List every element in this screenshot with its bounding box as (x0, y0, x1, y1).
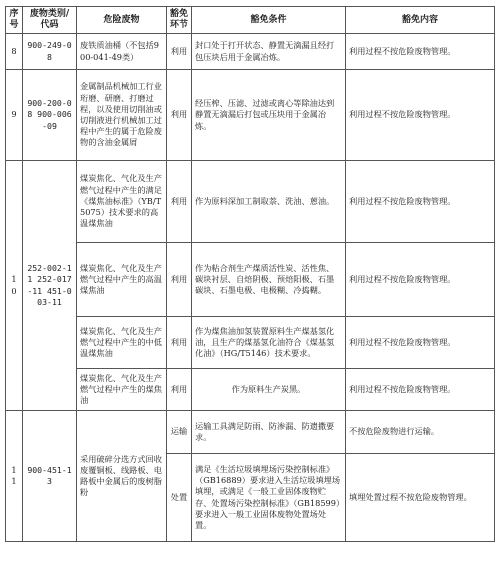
exemption-content: 利用过程不按危险废物管理。 (346, 369, 495, 411)
table-row (6, 317, 495, 369)
exemption-stage: 利用 (167, 317, 192, 369)
header-condition: 豁免条件 (192, 7, 346, 34)
exemption-content: 填埋处置过程不按危险废物管理。 (346, 454, 495, 542)
waste-code: 900-451-13 (23, 411, 77, 542)
header-code: 废物类别/代码 (23, 7, 77, 34)
header-waste: 危险废物 (77, 7, 167, 34)
header-stage: 豁免环节 (167, 7, 192, 34)
row-number: 11 (6, 411, 23, 542)
waste-name: 煤炭焦化、气化及生产燃气过程中产生的中低温煤焦油 (77, 317, 167, 369)
table-row (6, 70, 495, 161)
exemption-content: 利用过程不按危险废物管理。 (346, 161, 495, 243)
header-no: 序号 (6, 7, 23, 34)
waste-name: 废铁质油桶（不包括900-041-49类） (77, 34, 167, 70)
exemption-condition: 作为煤焦油加氢装置原料生产煤基氢化油，且生产的煤基氢化油符合《煤基氢化油》（HG/T5146）技术要求。 (192, 317, 346, 369)
exemption-content: 利用过程不按危险废物管理。 (346, 317, 495, 369)
waste-name: 煤炭焦化、气化及生产燃气过程中产生的高温煤焦油 (77, 243, 167, 317)
exemption-stage: 利用 (167, 369, 192, 411)
exemption-stage: 运输 (167, 411, 192, 454)
waste-name: 采用破碎分选方式回收废覆铜板、线路板、电路板中金属后的废树脂粉 (77, 411, 167, 542)
exemption-condition: 作为粘合剂生产煤质活性炭、活性焦、碳块衬层、自焙阴极、预焙阳极、石墨碳块、石墨电极、电极糊、冷捣糊。 (192, 243, 346, 317)
table-row (6, 369, 495, 411)
row-number: 9 (6, 70, 23, 161)
table-row (6, 411, 495, 454)
exemption-stage: 利用 (167, 34, 192, 70)
exemption-condition: 封口处于打开状态、静置无滴漏且经打包压块后用于金属冶炼。 (192, 34, 346, 70)
row-number: 8 (6, 34, 23, 70)
waste-name: 煤炭焦化、气化及生产燃气过程中产生的满足《煤焦油标准》（YB/T5075）技术要求的高温煤焦油 (77, 161, 167, 243)
table-row (6, 161, 495, 243)
exemption-condition: 作为原料生产炭黑。 (192, 369, 346, 411)
exemption-stage: 利用 (167, 161, 192, 243)
table-header-row (6, 7, 495, 34)
waste-name: 金属制品机械加工行业珩磨、研磨、打磨过程，以及使用切削油或切削液进行机械加工过程中产生的属于危险废物的含油金属屑 (77, 70, 167, 161)
table-row (6, 34, 495, 70)
exemption-condition: 满足《生活垃圾填埋场污染控制标准》（GB16889）要求进入生活垃圾填埋场填埋，或满足《一般工业固体废物贮存、处置场污染控制标准》（GB18599）要求进入一般工业固体废物处置场处置。 (192, 454, 346, 542)
row-number: 10 (6, 161, 23, 411)
waste-code: 252-002-11 252-017-11 451-003-11 (23, 161, 77, 411)
waste-code: 900-249-08 (23, 34, 77, 70)
waste-code: 900-200-08 900-006-09 (23, 70, 77, 161)
exemption-stage: 利用 (167, 243, 192, 317)
exemption-stage: 利用 (167, 70, 192, 161)
exemption-table (5, 6, 495, 542)
exemption-content: 利用过程不按危险废物管理。 (346, 34, 495, 70)
exemption-condition: 运输工具满足防雨、防渗漏、防遗撒要求。 (192, 411, 346, 454)
exemption-content: 不按危险废物进行运输。 (346, 411, 495, 454)
header-content: 豁免内容 (346, 7, 495, 34)
exemption-condition: 经压榨、压滤、过滤或离心等除油达到静置无滴漏后打包或压块用于金属冶炼。 (192, 70, 346, 161)
exemption-stage: 处置 (167, 454, 192, 542)
waste-name: 煤炭焦化、气化及生产燃气过程中产生的煤焦油 (77, 369, 167, 411)
exemption-content: 利用过程不按危险废物管理。 (346, 243, 495, 317)
exemption-content: 利用过程不按危险废物管理。 (346, 70, 495, 161)
table-row (6, 243, 495, 317)
exemption-condition: 作为原料深加工制取萘、洗油、蒽油。 (192, 161, 346, 243)
